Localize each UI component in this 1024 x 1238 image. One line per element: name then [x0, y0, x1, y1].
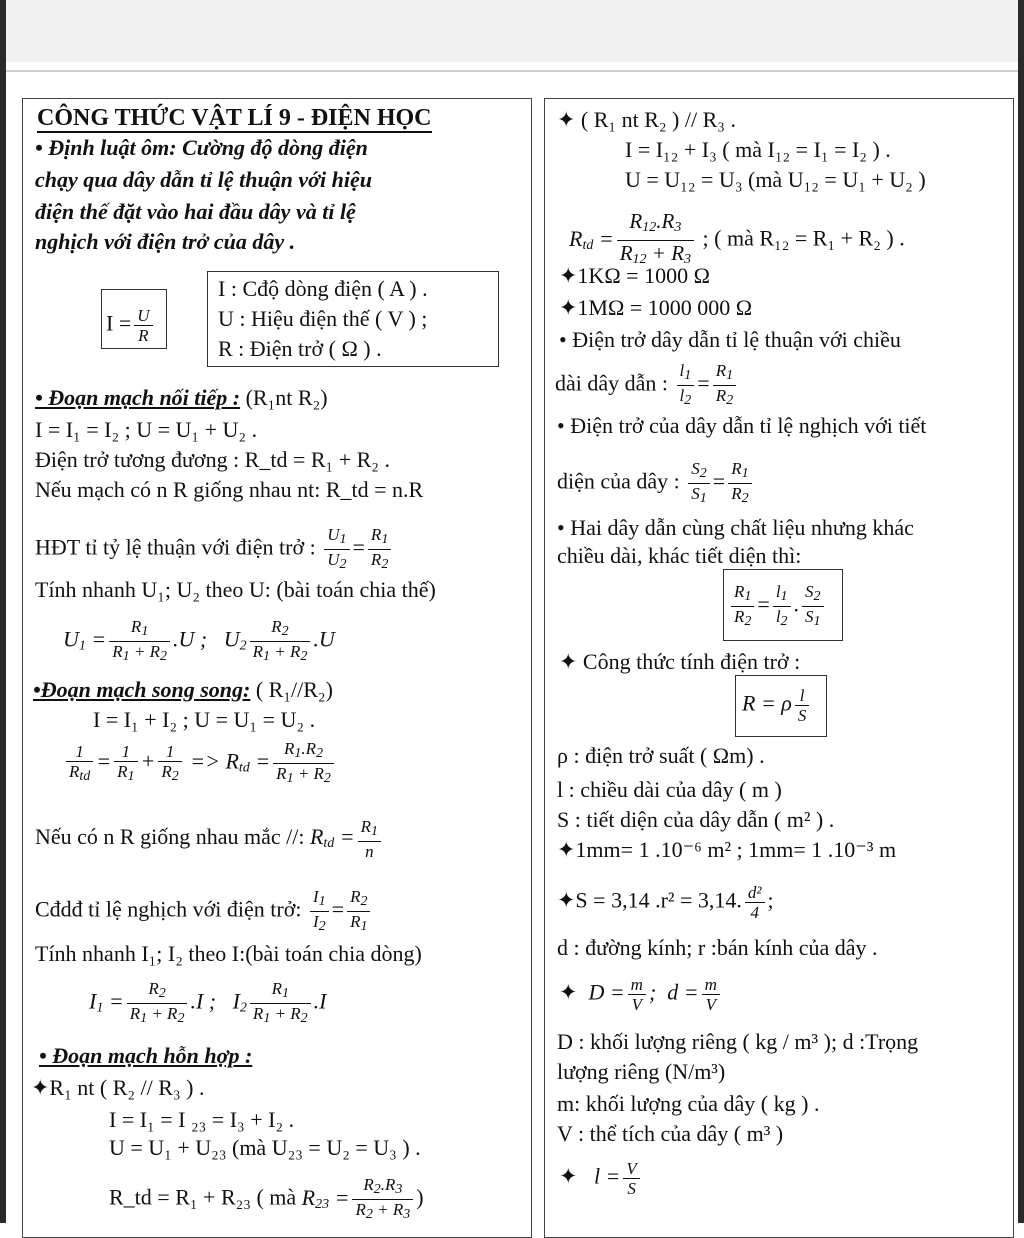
parallel-line-4: Tính nhanh I₁; I₂ theo I:(bài toán chia dòng) [35, 941, 422, 966]
right-line-5: ✦1KΩ = 1000 Ω [559, 263, 710, 288]
series-line-2: Điện trở tương đương : R_td = R₁ + R₂ . [35, 447, 390, 472]
resistance-ratio-box [723, 569, 843, 641]
right-line-7: • Điện trở dây dẫn tỉ lệ thuận với chiều [559, 327, 901, 352]
right-line-10-text: diện của dây : [557, 468, 680, 494]
ohm-formula-box [101, 289, 167, 349]
voltage-ratio-fraction: $\frac{U_1}{U_2}$ [324, 525, 349, 574]
parallel-line-3: Cđdđ tỉ lệ nghịch với điện trở: $\frac{I_1}{I_2}$ = $\frac{R_2}{R_1}$ [35, 887, 373, 936]
series-heading-row [35, 385, 328, 411]
right-line-19: d : đường kính; r :bán kính của dây . [557, 935, 878, 960]
series-line-3: Nếu mạch có n R giống nhau nt: R_td = n.R [35, 477, 424, 502]
top-bar [0, 0, 1024, 62]
length-formula: ✦ l = $\frac{V}{S}$ [559, 1159, 643, 1198]
series-heading-tail: (R₁nt R₂) [245, 385, 328, 410]
legend-box [207, 271, 499, 367]
mixed-line-3: U = U₁ + U₂₃ (mà U₂₃ = U₂ = U₃ ) . [109, 1135, 421, 1160]
right-line-13: ✦ Công thức tính điện trở : [559, 649, 801, 674]
parallel-line-1: I = I₁ + I₂ ; U = U₁ = U₂ . [93, 707, 316, 732]
right-line-4: $R_{td}$ = $\frac{R_{12}.R_3}{R_{12} + R_3}$ ; ( mà R₁₂ = R₁ + R₂ ) . [569, 209, 905, 267]
right-line-1: ✦ ( R₁ nt R₂ ) // R₃ . [557, 107, 736, 132]
legend-current: I : Cđộ dòng điện ( A ) . [218, 276, 428, 301]
ohm-law-line-1: • Định luật ôm: Cường độ dòng điện [35, 135, 368, 160]
resistance-ratio-formula: $\frac{R_1}{R_2}$ = $\frac{l_1}{l_2}$ . $\frac{S_2}{S_1}$ [728, 582, 827, 631]
mixed-line-1: ✦R₁ nt ( R₂ // R₃ ) . [31, 1075, 205, 1100]
right-line-18: ✦S = 3,14 .r² = 3,14. $\frac{\text{d²}}{4}$ ; [557, 883, 774, 922]
right-line-11: • Hai dây dẫn cùng chất liệu nhưng khác [557, 515, 914, 540]
right-line-12: chiều dài, khác tiết diện thì: [557, 543, 802, 568]
right-line-21: lượng riêng (N/m³) [557, 1059, 726, 1084]
parallel-heading-tail: ( R₁//R₂) [255, 677, 333, 702]
right-line-3: U = U₁₂ = U₃ (mà U₁₂ = U₁ + U₂ ) [625, 167, 926, 192]
right-line-10: diện của dây : $\frac{S_2}{S_1}$ = $\frac{R_1}{R_2}$ [557, 459, 755, 508]
ohm-law-line-3: điện thế đặt vào hai đầu dây và tỉ lệ [35, 199, 356, 224]
mixed-line-4-text: R_td = R₁ + R₂₃ ( mà [109, 1184, 297, 1210]
ohm-formula: I = $\frac{U}{R}$ [106, 306, 156, 345]
right-line-20: D : khối lượng riêng ( kg / m³ ); d :Trọng [557, 1029, 919, 1054]
right-line-8-text: dài dây dẫn : [555, 370, 669, 396]
series-line-4: HĐT tỉ tỷ lệ thuận với điện trở : $\frac{U_1}{U_2}$ = $\frac{R_1}{R_2}$ [35, 525, 394, 574]
series-line-4-text: HĐT tỉ tỷ lệ thuận với điện trở : [35, 534, 316, 560]
right-line-2: I = I₁₂ + I₃ ( mà I₁₂ = I₁ = I₂ ) . [625, 137, 891, 162]
resistivity-formula: R = ρ $\frac{l}{S}$ [742, 686, 812, 725]
series-heading: • Đoạn mạch nối tiếp : [35, 385, 241, 410]
ohm-law-line-4: nghịch với điện trở của dây . [35, 229, 296, 254]
resistivity-formula-box [735, 675, 827, 737]
right-line-15: l : chiều dài của dây ( m ) [557, 777, 782, 802]
mixed-line-2: I = I₁ = I ₂₃ = I₃ + I₂ . [109, 1107, 295, 1132]
series-line-5: Tính nhanh U₁; U₂ theo U: (bài toán chia thế) [35, 577, 436, 602]
legend-voltage: U : Hiệu điện thế ( V ) ; [218, 306, 428, 331]
series-line-1: I = I₁ = I₂ ; U = U₁ + U₂ . [35, 417, 258, 442]
right-line-22: m: khối lượng của dây ( kg ) . [557, 1091, 820, 1116]
left-column [22, 98, 532, 1238]
parallel-heading: •Đoạn mạch song song: [33, 677, 251, 702]
left-edge [0, 0, 6, 1223]
mixed-line-4: R_td = R₁ + R₂₃ ( mà $R_{23}$ = $\frac{R_2.R_3}{R_2 + R_3}$ ) [109, 1175, 424, 1222]
right-line-8: dài dây dẫn : $\frac{l_1}{l_2}$ = $\frac{R_1}{R_2}$ [555, 361, 739, 410]
mixed-heading: • Đoạn mạch hỗn hợp : [39, 1043, 253, 1068]
right-line-6: ✦1MΩ = 1000 000 Ω [559, 295, 753, 320]
right-line-14: ρ : điện trở suất ( Ωm) . [557, 743, 765, 768]
density-formula: ✦ D = $\frac{m}{V}$ ; d = $\frac{m}{V}$ [559, 975, 723, 1014]
right-line-18-text: ✦S = 3,14 .r² = 3,14. [557, 887, 742, 913]
current-divider-formula: $I_1$ = $\frac{R_2}{R_1 + R_2}$ .I ; $I_2$ $\frac{R_1}{R_1 + R_2}$ .I [89, 979, 327, 1026]
right-line-4-text: ; ( mà R₁₂ = R₁ + R₂ ) . [702, 225, 905, 251]
ohm-law-line-2: chạy qua dây dẫn tỉ lệ thuận với hiệu [35, 167, 372, 192]
right-edge [1018, 0, 1024, 1223]
right-line-17: ✦1mm= 1 .10⁻⁶ m² ; 1mm= 1 .10⁻³ m [557, 837, 897, 862]
parallel-resistance-formula: 1 $R_{td}$ = $\frac{1}{R_1}$ + $\frac{1}{R_2}$ => $R_{td}$ = $\frac{R_1.R_2}{R_1 + R_2}$ [63, 739, 337, 788]
voltage-divider-formula: $U_1$ = $\frac{R_1}{R_1 + R_2}$ .U ; $U_2$ $\frac{R_2}{R_1 + R_2}$ .U [63, 617, 335, 664]
parallel-line-2: Nếu có n R giống nhau mắc //: $R_{td}$ = $\frac{R_1}{n}$ [35, 817, 384, 861]
right-line-23: V : thể tích của dây ( m³ ) [557, 1121, 784, 1146]
page-title: CÔNG THỨC VẬT LÍ 9 - ĐIỆN HỌC [37, 105, 432, 131]
right-line-9: • Điện trở của dây dẫn tỉ lệ nghịch với tiết [557, 413, 927, 438]
parallel-line-3-text: Cđdđ tỉ lệ nghịch với điện trở: [35, 896, 302, 922]
parallel-line-2-text: Nếu có n R giống nhau mắc //: [35, 824, 305, 850]
right-column [544, 98, 1014, 1238]
legend-resistance: R : Điện trở ( Ω ) . [218, 336, 382, 361]
right-line-16: S : tiết diện của dây dẫn ( m² ) . [557, 807, 835, 832]
parallel-heading-row [33, 677, 333, 703]
top-divider [0, 70, 1024, 72]
